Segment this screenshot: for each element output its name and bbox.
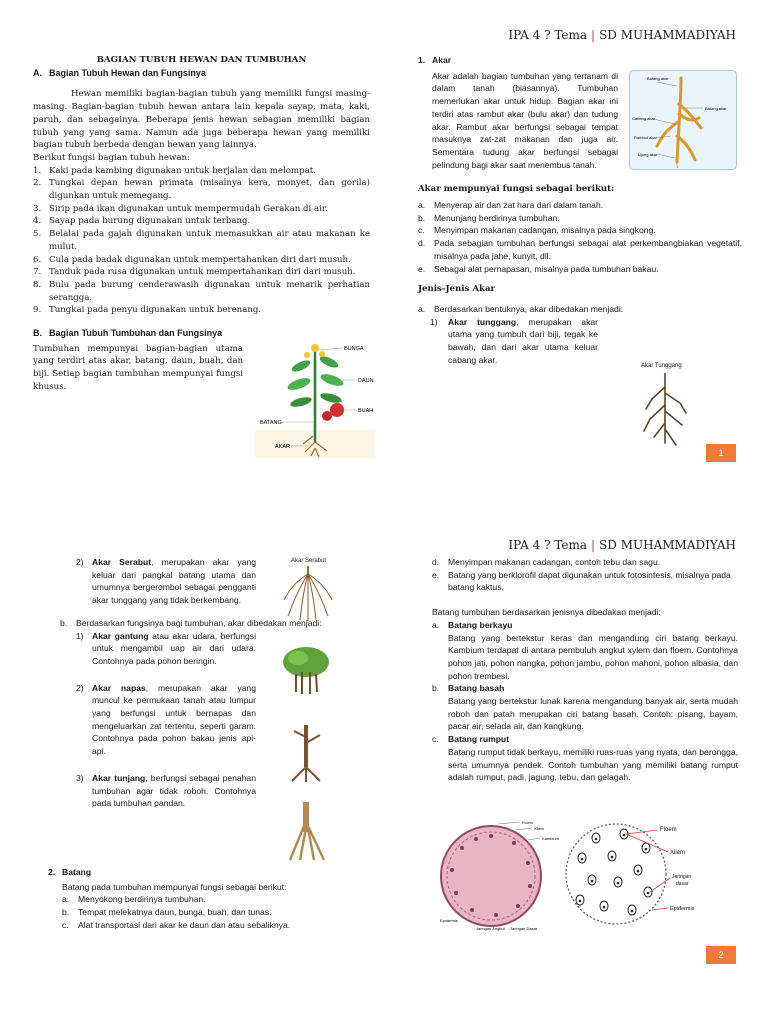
jaringan-dasar-label-2a: Jaringan [672, 874, 692, 880]
list-marker: c. [418, 225, 425, 236]
batang-type-description: Batang yang bertekstur lunak karena mengandung banyak air, serta mudah roboh dan patah merupakan ciri batang basah. Contoh: pisang, bayam, pacar air, selada air, dan kangkung. [448, 696, 738, 732]
section-b-text: Tumbuhan mempunyai bagian-bagian utama yang terdiri atas akar, batang, daun, buah, dan biji. Setiap bagian tumbuhan mempunyai fungsi khusus. [33, 343, 243, 392]
list-marker: a. [62, 894, 70, 905]
section-b-heading: B. Bagian Tubuh Tumbuhan dan Fungsinya [33, 328, 223, 339]
label-batang: BATANG [260, 420, 282, 426]
fibrous-root-image [280, 566, 336, 622]
page-1 [0, 8, 768, 508]
list-marker: 1. [33, 165, 42, 176]
serabut-item: 2) Akar Serabut, merupakan akar yang keluar dari pangkal batang utama dan umumnya bergerombol sebagai pengganti akar tunggang yang tidak berkembang. [76, 557, 256, 606]
batang-type-heading-1 [432, 619, 738, 632]
intro-paragraph: Hewan memiliki bagian-bagian tubuh yang memiliki fungsi masing-masing. Bagian-bagian tubuh hewan antara lain kepala sayap, mata, kaki, paruh, dan sebagainya. Beberapa jenis hewan sebagian memiliki bagian tubuh yang yang sama. Namun ada juga beberapa hewan yang memiliki bagian tubuh berbeda dengan hewan yang lainnya. [33, 89, 370, 151]
list-marker: b. [62, 907, 70, 918]
header-separator: | [591, 28, 596, 42]
page-2 [0, 518, 768, 1018]
label-buah: BUAH [358, 408, 374, 414]
batang-function-item-2 [62, 906, 348, 919]
header-separator-2: | [591, 538, 596, 552]
list-text: Tanduk pada rusa digunakan untuk mempertahankan diri dari musuh. [49, 267, 356, 278]
animal-function-list [33, 165, 370, 317]
floem-label: Floem [660, 827, 677, 833]
tunggang-item: 1) Akar tunggang, merupakan akar utama yang tumbuh dari biji, tegak ke bawah, dan dari akar utama keluar cabang akar. [430, 316, 599, 365]
jaringan-dasar-label: Jaringan Dasar [510, 926, 538, 931]
taproot-image [640, 373, 690, 451]
diagram-label-1: Batang akar [647, 76, 669, 81]
list-text: Menyokong berdirinya tumbuhan. [78, 894, 206, 905]
batang-section [48, 866, 348, 932]
list-marker: 7. [33, 267, 42, 278]
gantung-item: 1) Akar gantung atau akar udara, berfungsi untuk mengambil uap air dari udara. Contohnya pada pohon beringin. [76, 630, 257, 666]
jaringan-dasar-label-2b: dasar [676, 881, 689, 887]
akar-function-item-1 [418, 199, 742, 212]
banyan-tree-image [282, 646, 330, 696]
list-text: Tungkai depan hewan primata (misalnya kera, monyet, dan gorila) digunkan untuk memegang. [49, 178, 370, 202]
small-floem-label: Floem [522, 820, 534, 825]
plant-parts-illustration [255, 338, 375, 458]
list-text: Alat transportasi dari akar ke daun dan atau sebaliknya. [78, 919, 291, 930]
animal-function-item-6 [33, 254, 370, 267]
fungsi-lead: Berikut fungsi bagian tubuh hewan: [33, 152, 190, 163]
page-number-2: 2 [706, 946, 736, 964]
fungsi-b-item: b. Berdasarkan fungsinya bagi tumbuhan, akar dibedakan menjadi: [60, 617, 322, 628]
kambium-label: Kambium [542, 836, 559, 841]
header-school-2: SD MUHAMMADIYAH [599, 538, 736, 552]
list-marker: a. [418, 200, 426, 211]
list-marker: d. [418, 238, 426, 249]
stilt-root-image [284, 802, 328, 862]
akar-fungsi-heading: Akar mempunyai fungsi sebagai berikut: [418, 184, 615, 195]
list-marker: 2. [33, 178, 42, 189]
list-marker: 6. [33, 254, 42, 265]
jenis-item-a: a. Berdasarkan bentuknya, akar dibedakan menjadi: [418, 303, 624, 314]
batang-function-item-3 [62, 919, 348, 932]
akar-function-item-3 [418, 224, 742, 237]
section-a-heading: A. Bagian Tubuh Hewan dan Fungsinya [33, 67, 206, 78]
list-marker: e. [418, 263, 426, 274]
tunjang-item: 3) Akar tunjang, berfungsi sebagai penahan tumbuhan agar tidak roboh. Contohnya pada tumbuhan pandan. [76, 772, 256, 809]
jenis-akar-heading: Jenis-Jenis Akar [418, 284, 496, 295]
list-marker: a. [432, 619, 440, 630]
list-text: Menyerap air dan zat hara dari dalam tanah. [434, 200, 604, 211]
list-text: Pada sebagian tumbuhan berfungsi sebagai alat perkembangbiakan vegetatif, misalnya pada jahe, kunyit, dll. [434, 238, 742, 261]
list-text: Kaki pada kambing digunakan untuk berjalan dan melompat. [49, 165, 316, 176]
small-xilem-label: Xilem [534, 826, 545, 831]
batang-type-name: Batang rumput [448, 734, 510, 745]
list-marker: d. [432, 557, 440, 567]
root-diagram [629, 70, 737, 170]
list-text: Bulu pada burung cenderawasih digunakan untuk menarik perhatian serangga. [49, 279, 370, 303]
small-epidermis-label: Epidermis [440, 918, 458, 923]
batang-jenis-lead: Batang tumbuhan berdasarkan jenisnya dibedakan menjadi: [432, 607, 661, 618]
akar-text: Akar adalah bagian tumbuhan yang tertanam di dalam tanah (biasannya). Tumbuhan memerlukan akar untuk hidup. Bagian akar ini terdiri atas rambut akar (bulu akar) dan tudung akar. Rambut akar berfungsi sebagai tempat masuknya zat-zat makanan dan juga air. Sementara tudung akar berfungsi sebagai pelindung bagi akar saat menembus tanah. [432, 70, 618, 170]
animal-function-item-4 [33, 215, 370, 228]
batang-type-description: Batang yang bertekstur keras dan mengandung ciri batang berkayu. Kambium terdapat di antara pembuluh angkut xylem dan floem. Contohnya pohon jati, pohon nangka, pohon jambu, pohon mahoni, pohon albasia, dan pohon trembesi. [448, 632, 738, 681]
page-number-1: 1 [706, 444, 736, 462]
batang-function-item-4 [432, 556, 738, 569]
animal-function-item-5 [33, 228, 370, 253]
animal-function-item-7 [33, 266, 370, 279]
batang-function-list-left [62, 893, 348, 931]
header-subject: IPA 4 ? Tema [508, 28, 588, 42]
list-marker: 3. [33, 203, 42, 214]
list-marker: 5. [33, 229, 42, 240]
akar-function-item-5 [418, 263, 742, 276]
batang-type-heading-2 [432, 682, 738, 695]
akar-heading: 1. Akar [418, 55, 452, 65]
diagram-label-3: Cabang akar [632, 116, 655, 121]
diagram-label-2: Batang akar [705, 106, 727, 111]
label-akar: AKAR [275, 444, 290, 450]
batang-type-description: Batang rumput tidak berkayu, memiliki ruas-ruas yang nyata, dan berongga, serta umumnya pendek. Contoh tumbuhan yang memiliki batang rumput adalah rumput, padi, jagung, tebu, dan gelagah. [448, 746, 738, 783]
batang-types [432, 619, 738, 784]
batang-type-name: Batang berkayu [448, 619, 513, 630]
list-marker: b. [432, 683, 440, 694]
batang-function-list-right [432, 556, 738, 594]
list-text: Sayap pada burung digunakan untuk terbang. [49, 216, 251, 227]
animal-function-item-2 [33, 177, 370, 202]
akar-function-list [418, 199, 742, 275]
animal-function-item-9 [33, 304, 370, 317]
list-text: Tempat melekatnya daun, bunga, buah, dan tunas. [78, 907, 272, 918]
diagram-label-4: Rambut akar [634, 135, 657, 140]
list-marker: 9. [33, 305, 42, 316]
header-school: SD MUHAMMADIYAH [599, 28, 736, 42]
animal-function-item-3 [33, 203, 370, 216]
label-daun: DAUN [358, 378, 374, 384]
mangrove-root-image [286, 725, 328, 783]
list-marker: c. [62, 919, 69, 930]
list-marker: e. [432, 569, 440, 580]
akar-function-item-4 [418, 237, 742, 262]
right-column-2 [432, 556, 738, 784]
list-text: Belalai pada gajah digunakan untuk memasukkan air atau makanan ke mulut. [49, 229, 370, 252]
label-bunga: BUNGA [344, 346, 364, 352]
page-header-2 [508, 538, 736, 552]
napas-item: 2) Akar napas, merupakan akar yang muncul ke permukaan tanah atau lumpur yang berfungsi untuk bernapas dan mengeluarkan zat tertentu, seperti garam. Contohnya pada pohon bakau jenis api-api. [76, 682, 256, 757]
jaringan-angkut-label: Jaringan Angkut [476, 926, 505, 931]
list-text: Batang yang berklorofil dapat digunakan untuk fotosintesis, misalnya pada batang kaktus. [448, 569, 731, 593]
batang-type-heading-3 [432, 733, 738, 746]
xilem-label: Xilem [670, 850, 686, 856]
akar-function-item-2 [418, 212, 742, 225]
page-header [508, 28, 736, 42]
list-marker: 8. [33, 279, 42, 290]
stem-cross-section-image [436, 818, 736, 934]
list-text: Sirip pada ikan digunakan untuk mempermudah Gerakan di air. [49, 203, 328, 214]
animal-function-item-1 [33, 165, 370, 178]
batang-type-name: Batang basah [448, 683, 505, 694]
list-marker: c. [432, 734, 439, 745]
diagram-label-5: Ujung akar [638, 152, 658, 157]
list-text: Tungkai pada penyu digunakan untuk berenang. [49, 305, 262, 316]
epidermis-label: Epidermis [670, 906, 695, 912]
list-text: Sebagai alat pernapasan, misalnya pada tumbuhan bakau. [434, 263, 659, 274]
page-title: BAGIAN TUBUH HEWAN DAN TUMBUHAN [96, 55, 307, 65]
list-text: Menyimpan makanan cadangan, contoh tebu dan sagu. [448, 557, 661, 567]
batang-heading: 2. Batang [48, 867, 92, 877]
list-marker: b. [418, 212, 426, 223]
jenis-akar-list [418, 303, 742, 316]
header-subject-2: IPA 4 ? Tema [508, 538, 588, 552]
list-marker: 4. [33, 216, 42, 227]
serabut-caption: Akar Serabut [291, 558, 327, 564]
list-text: Cula pada badak digunakan untuk mempertahankan diri dari musuh. [49, 254, 351, 265]
tunggang-caption: Akar Tunggang [641, 363, 682, 369]
list-text: Menunjang berdirinya tumbuhan. [434, 212, 560, 223]
batang-lead: Batang pada tumbuhan mempunyai fungsi sebagai berikut: [62, 881, 287, 892]
list-text: Menyimpan makanan cadangan, misalnya pada singkong. [434, 225, 656, 236]
batang-function-item-1 [62, 893, 348, 906]
batang-function-item-5 [432, 569, 738, 594]
animal-function-item-8 [33, 279, 370, 304]
